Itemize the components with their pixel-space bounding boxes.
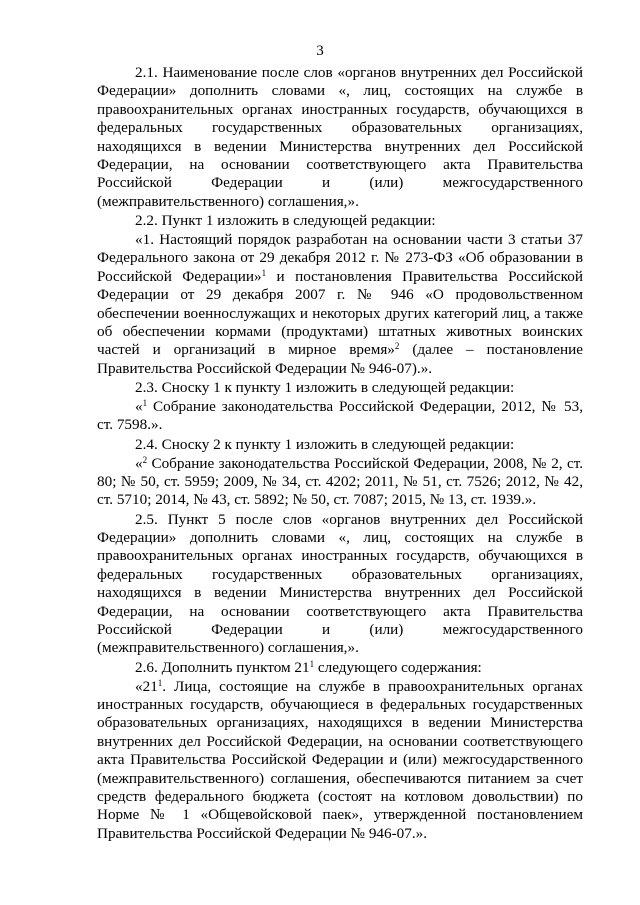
point-1-text-part-c: (далее – постановление Правительства Российской Федерации № 946-07).».	[97, 341, 583, 377]
paragraph-2-3: 2.3. Сноску 1 к пункту 1 изложить в следующей редакции:	[135, 378, 515, 396]
paragraph-2-5: 2.5. Пункт 5 после слов «органов внутренних дел Российской Федерации» дополнить словами «, лиц, состоящих на службе в правоохранительных органах иностранных государств, обучающихся в федеральных государственных образовательных организациях, находящихся в ведении Министерства внутренних дел Российской Федерации, на основании соответствующего акта Правительства Российской Федерации и (или) межгосударственного (межправительственного) соглашения,».	[97, 510, 583, 657]
footnote-ref-2: 2	[394, 341, 400, 352]
footnote-1-open-quote: «	[135, 398, 143, 416]
point-1-text-part-b: и постановления Правительства Российской Федерации от 29 декабря 2007 г. № 946 «О продовольственном обеспечении военнослужащих и некоторых других категорий лиц, а также об обеспечении кормами (продуктами) штатных животных воинских частей и организаций в мирное время»	[97, 267, 583, 359]
paragraph-footnote-2-text	[97, 455, 583, 510]
footnote-2-marker: 2	[142, 454, 148, 465]
footnote-1-text: Собрание законодательства Российской Федерации, 2012, № 53, ст. 7598.».	[97, 398, 583, 434]
point-21-1-text-part-a: «21	[135, 677, 158, 695]
point-21-1-text-part-b: . Лица, состоящие на службе в правоохранительных органах иностранных государств, обучающиеся в федеральных государственных образовательных организациях, находящихся в ведении Министерства внутренних дел Российской Федерации, на основании соответствующего акта Правительства Российской Федерации и (или) межгосударственного (межправительственного) соглашения, обеспечиваются питанием за счет средств федерального бюджета (состоят на котловом довольствии) по Норме № 1 «Общевойсковой паек», утвержденной постановлением Правительства Российской Федерации № 946-07.».	[97, 677, 583, 842]
footnote-1-marker: 1	[142, 398, 148, 409]
footnote-2-open-quote: «	[135, 454, 143, 472]
footnote-ref-1: 1	[261, 267, 267, 278]
point-21-1-marker: 1	[309, 658, 315, 669]
paragraph-2-6-part-a: 2.6. Дополнить пунктом 21	[135, 658, 310, 676]
point-21-1-superscript: 1	[157, 677, 163, 688]
paragraph-footnote-1-text	[97, 398, 583, 435]
point-1-text-part-a: «1. Настоящий порядок разработан на основании части 3 статьи 37 Федерального закона от 29 декабря 2012 г. № 273-ФЗ «Об образовании в Российской Федерации»	[97, 231, 583, 285]
paragraph-point-1-text	[97, 231, 583, 378]
paragraph-2-2: 2.2. Пункт 1 изложить в следующей редакции:	[135, 211, 436, 229]
page-number: 3	[316, 43, 324, 59]
paragraph-2-6	[97, 659, 583, 677]
document-body	[97, 64, 583, 843]
paragraph-2-6-part-b: следующего содержания:	[314, 658, 482, 676]
footnote-2-text: Собрание законодательства Российской Федерации, 2008, № 2, ст. 80; № 50, ст. 5959; 2009, № 34, ст. 4202; 2011, № 51, ст. 7526; 2012, № 42, ст. 5710; 2014, № 43, ст. 5892; № 50, ст. 7087; 2015, № 13, ст. 1939.».	[97, 454, 583, 509]
paragraph-2-4: 2.4. Сноску 2 к пункту 1 изложить в следующей редакции:	[135, 435, 515, 453]
paragraph-2-1: 2.1. Наименование после слов «органов внутренних дел Российской Федерации» дополнить словами «, лиц, состоящих на службе в правоохранительных органах иностранных государств, обучающихся в федеральных государственных образовательных организациях, находящихся в ведении Министерства внутренних дел Российской Федерации, на основании соответствующего акта Правительства Российской Федерации и (или) межгосударственного (межправительственного) соглашения,».	[97, 64, 583, 210]
paragraph-point-21-1-text	[97, 678, 583, 844]
